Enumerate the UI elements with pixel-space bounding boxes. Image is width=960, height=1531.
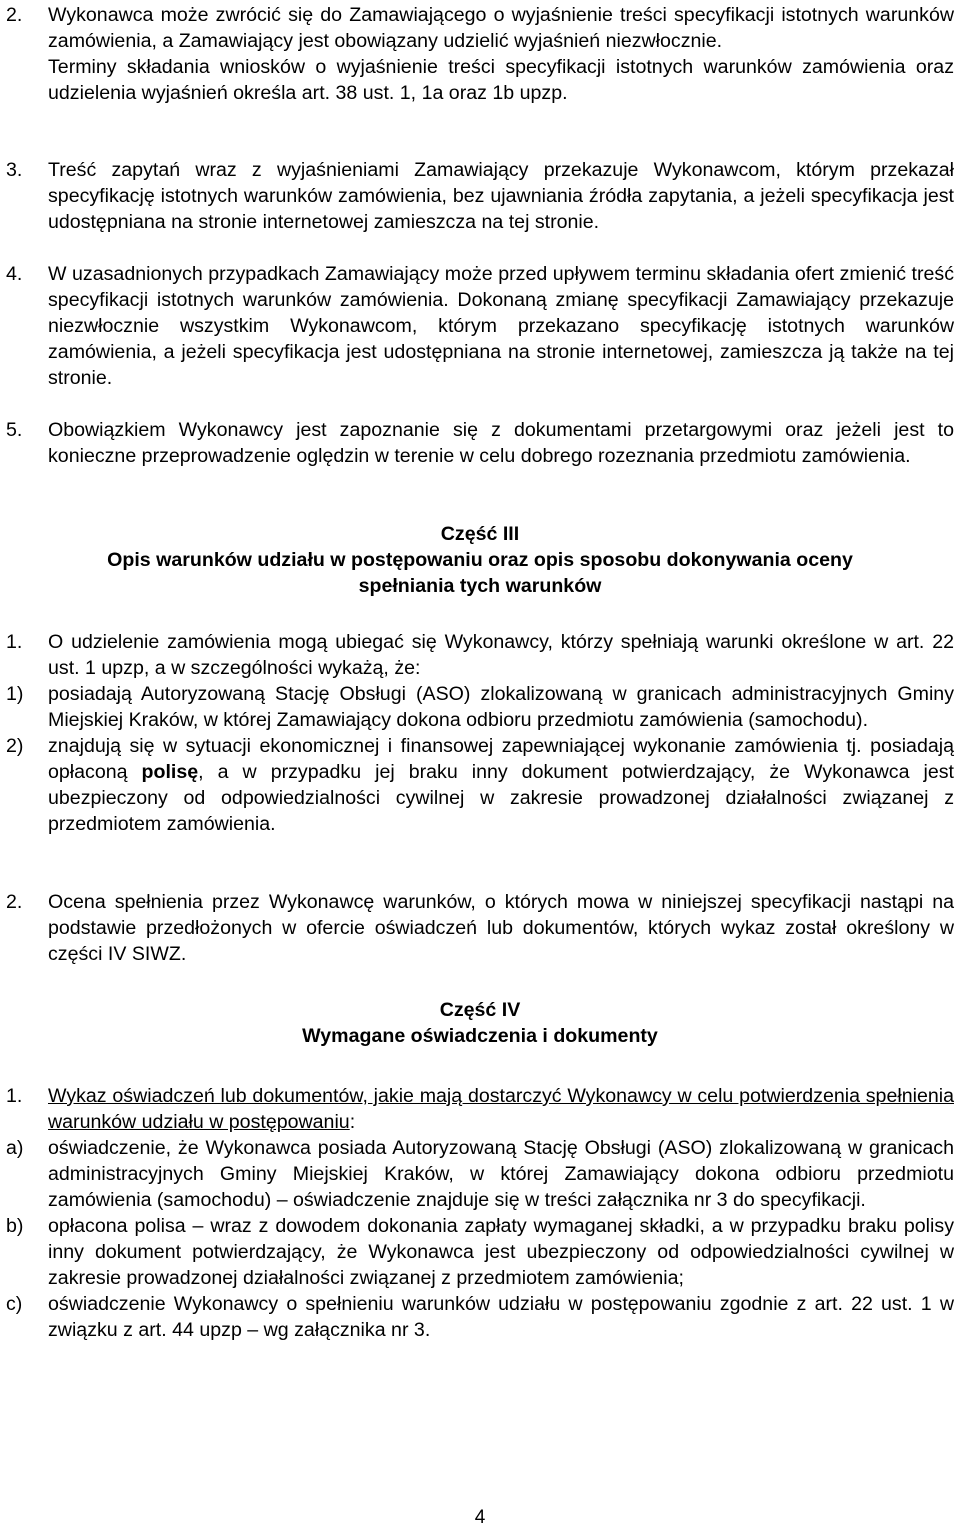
subitem-letter: a) bbox=[6, 1137, 24, 1159]
paragraph-3 bbox=[6, 157, 954, 235]
part-4-title: Część IV bbox=[439, 999, 521, 1021]
paragraph-number: 4. bbox=[6, 263, 23, 285]
part-3-paragraph-1 bbox=[6, 629, 954, 837]
paragraph-colon: : bbox=[349, 1111, 356, 1133]
subitem-letter: b) bbox=[6, 1215, 24, 1237]
paragraph-number: 2. bbox=[6, 4, 23, 26]
subitem-1 bbox=[6, 681, 954, 733]
part-4-paragraph-1 bbox=[6, 1083, 954, 1343]
paragraph-text: Wykonawca może zwrócić się do Zamawiającego o wyjaśnienie treści specyfikacji istotnych warunków zamówienia, a Zamawiający jest obowiązany udzielić wyjaśnień niezwłocznie. bbox=[48, 4, 954, 52]
paragraph-text: O udzielenie zamówienia mogą ubiegać się Wykonawcy, którzy spełniają warunki określone w art. 22 ust. 1 upzp, a w szczególności wykażą, że: bbox=[48, 631, 954, 679]
subitem-text: posiadają Autoryzowaną Stację Obsługi (ASO) zlokalizowaną w granicach administracyjnych Gminy Miejskiej Kraków, w której Zamawiający dokona odbioru przedmiotu zamówienia (samochodu). bbox=[48, 683, 954, 731]
part-3-subtitle-line-1: Opis warunków udziału w postępowaniu oraz opis sposobu dokonywania oceny bbox=[107, 549, 853, 571]
paragraph-text: Ocena spełnienia przez Wykonawcę warunków, o których mowa w niniejszej specyfikacji nastąpi na podstawie przedłożonych w ofercie oświadczeń lub dokumentów, których wykaz został określony w części IV SIWZ. bbox=[48, 891, 954, 965]
page-number: 4 bbox=[474, 1507, 486, 1528]
paragraph-text: Treść zapytań wraz z wyjaśnieniami Zamawiający przekazuje Wykonawcom, którym przekazał specyfikację istotnych warunków zamówienia, bez ujawniania źródła zapytania, a jeżeli specyfikacja jest udostępniana na stronie internetowej zamieszcza na tej stronie. bbox=[48, 159, 954, 233]
part-3-paragraph-2 bbox=[6, 889, 954, 967]
underlined-heading-text: Wykaz oświadczeń lub dokumentów, jakie mają dostarczyć Wykonawcy w celu potwierdzenia spełnienia warunków udziału w postępowaniu bbox=[48, 1085, 954, 1133]
part-4-subtitle: Wymagane oświadczenia i dokumenty bbox=[302, 1025, 658, 1047]
part-3-title: Część III bbox=[440, 523, 520, 545]
subitem-2 bbox=[6, 733, 954, 837]
subitem-text bbox=[48, 733, 954, 837]
paragraph-number: 1. bbox=[6, 1085, 23, 1107]
subitem-b bbox=[6, 1213, 954, 1291]
paragraph-text: Terminy składania wniosków o wyjaśnienie treści specyfikacji istotnych warunków zamówienia oraz udzielenia wyjaśnień określa art. 38 ust. 1, 1a oraz 1b upzp. bbox=[48, 56, 954, 104]
subitem-text: opłacona polisa – wraz z dowodem dokonania zapłaty wymaganej składki, a w przypadku braku polisy inny dokument potwierdzający, że Wykonawca jest ubezpieczony od odpowiedzialności cywilnej w zakresie prowadzonej działalności związanej z przedmiotem zamówienia; bbox=[48, 1215, 954, 1289]
subitem-c bbox=[6, 1291, 954, 1343]
subitem-text: oświadczenie Wykonawcy o spełnieniu warunków udziału w postępowaniu zgodnie z art. 22 ust. 1 w związku z art. 44 upzp – wg załącznika nr 3. bbox=[48, 1293, 954, 1341]
subitem-a bbox=[6, 1135, 954, 1213]
paragraph-number: 2. bbox=[6, 891, 23, 913]
subitem-number: 2) bbox=[6, 735, 24, 757]
part-3-subtitle-line-2: spełniania tych warunków bbox=[358, 575, 602, 597]
paragraph-4 bbox=[6, 261, 954, 391]
subitem-text-part: , a w przypadku jej braku inny dokument potwierdzający, że Wykonawca jest ubezpieczony od odpowiedzialności cywilnej w zakresie prowadzonej działalności związanej z przedmiotem zamówienia. bbox=[48, 761, 954, 835]
subitem-bold-word: polisę bbox=[141, 761, 199, 783]
subitem-text-part: znajdują się w sytuacji ekonomicznej i finansowej zapewniającej wykonanie zamówienia tj. posiadają opłaconą bbox=[48, 735, 954, 783]
subitem-letter: c) bbox=[6, 1293, 23, 1315]
subitem-number: 1) bbox=[6, 683, 24, 705]
paragraph-number: 1. bbox=[6, 631, 23, 653]
paragraph-text: W uzasadnionych przypadkach Zamawiający może przed upływem terminu składania ofert zmienić treść specyfikacji istotnych warunków zamówienia. Dokonaną zmianę specyfikacji Zamawiający przekazuje niezwłocznie wszystkim Wykonawcom, którym przekazano specyfikację istotnych warunków zamówienia, a jeżeli specyfikacja jest udostępniana na stronie internetowej, zamieszcza ją także na tej stronie. bbox=[48, 263, 954, 389]
paragraph-number: 5. bbox=[6, 419, 23, 441]
paragraph-number: 3. bbox=[6, 159, 23, 181]
paragraph-text: Obowiązkiem Wykonawcy jest zapoznanie się z dokumentami przetargowymi oraz jeżeli jest to konieczne przeprowadzenie oględzin w terenie w celu dobrego rozeznania przedmiotu zamówienia. bbox=[48, 419, 954, 467]
paragraph-5 bbox=[6, 417, 954, 469]
paragraph-text bbox=[48, 1083, 954, 1135]
subitem-text: oświadczenie, że Wykonawca posiada Autoryzowaną Stację Obsługi (ASO) zlokalizowaną w granicach administracyjnych Gminy Miejskiej Kraków, w której Zamawiający dokona odbioru przedmiotu zamówienia (samochodu) – oświadczenie znajduje się w treści załącznika nr 3 do specyfikacji. bbox=[48, 1137, 954, 1211]
paragraph-2 bbox=[6, 2, 954, 106]
